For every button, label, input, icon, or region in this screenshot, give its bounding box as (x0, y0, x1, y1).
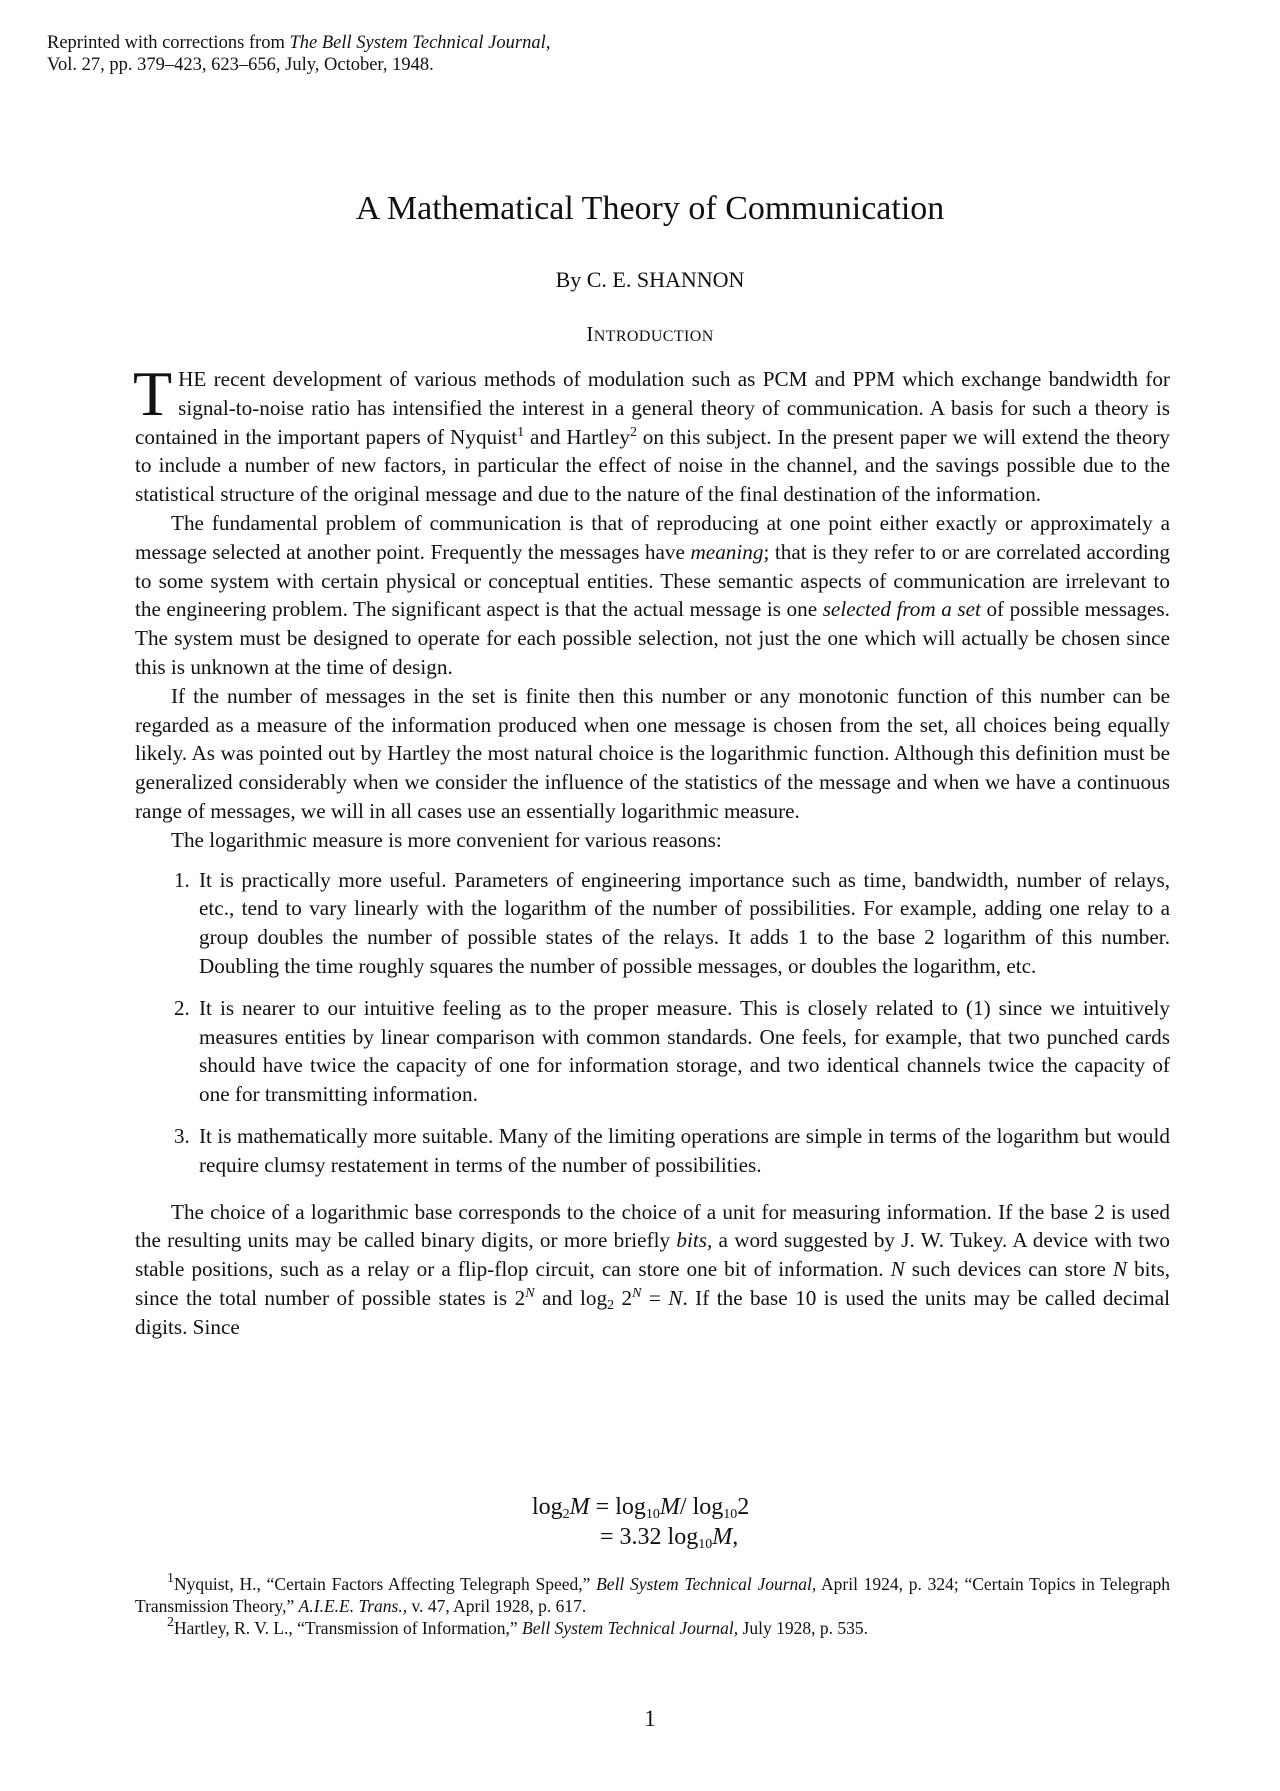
section-heading: INTRODUCTION (586, 322, 714, 346)
reasons-list (135, 866, 1170, 1180)
paper-title: A Mathematical Theory of Communication (355, 190, 945, 227)
journal-name: The Bell System Technical Journal, (289, 33, 551, 53)
footnotes (135, 1573, 1170, 1639)
paragraph-3: If the number of messages in the set is finite then this number or any monotonic function of this number can be regarded as a measure of the information produced when one message is chosen from the set, all choices being equally likely. As was pointed out by Hartley the most natural choice is the logarithmic function. Although this definition must be generalized considerably when we consider the influence of the statistics of the message and when we have a continuous range of messages, we will in all cases use an essentially logarithmic measure. (135, 683, 1170, 823)
reprint-note: Reprinted with corrections from The Bell System Technical Journal, Vol. 27, pp. 379–423, 623–656, July, October, 1948. (47, 33, 551, 75)
author-line: By C. E. SHANNON (555, 267, 745, 292)
footnote-2: $^2$Hartley, R. V. L., “Transmission of Information,” Bell System Technical Journal, July 1928, p. 535. (167, 1615, 868, 1638)
footnote-ref-2: 2 (629, 424, 637, 440)
equation-line-2: = 3.32 $\log_{10}M$, (600, 1524, 739, 1552)
paragraph-2: The fundamental problem of communication is that of reproducing at one point either exactly or approximately a message selected at another point. Frequently the messages have meaning; that is they refer to or are correlated according to some system with certain physical or conceptual entities. These semantic aspects of communication are irrelevant to the engineering problem. The significant aspect is that the actual message is one selected from a set of possible messages. The system must be designed to operate for each possible selection, not just the one which will actually be chosen since this is unknown at the time of design. (135, 510, 1170, 679)
paragraph-4: The logarithmic measure is more convenient for various reasons: (171, 827, 722, 852)
drop-cap: T (133, 358, 173, 429)
footnote-ref-1: 1 (517, 424, 525, 440)
equation-line-1: $\log_2M = \log_{10}M/$ $\log_{10}2$ (532, 1494, 750, 1522)
list-item: 3. It is mathematically more suitable. Many of the limiting operations are simple in terms of the logarithm but would require clumsy restatement in terms of the number of possibilities. (195, 1122, 1170, 1180)
paragraph-5: The choice of a logarithmic base corresponds to the choice of a unit for measuring information. If the base 2 is used the resulting units may be called binary digits, or more briefly bits, a word suggested by J. W. Tukey. A device with two stable positions, such as a relay or a flip-flop circuit, can store one bit of information. N such devices can store N bits, since the total number of possible states is $2^N$ and $\log_2 2^N = N$. If the base 10 is used the units may be called decimal digits. Since (135, 1199, 1170, 1339)
paragraph-1: THE recent development of various methods of modulation such as PCM and PPM which exchange bandwidth for signal-to-noise ratio has intensified the interest in a general theory of communication. A basis for such a theory is contained in the important papers of Nyquist$^1$ and Hartley$^2$ on this subject. In the present paper we will extend the theory to include a number of new factors, in particular the effect of noise in the channel, and the savings possible due to the statistical structure of the original message and due to the nature of the final destination of the information. (133, 358, 1170, 507)
body-text (133, 358, 1170, 1342)
page-number: 1 (644, 1706, 656, 1731)
list-item: 2. It is nearer to our intuitive feeling as to the proper measure. This is closely related to (1) since we intuitively measures entities by linear comparison with common standards. One feels, for example, that two punched cards should have twice the capacity of one for information storage, and two identical channels twice the capacity of one for transmitting information. (195, 994, 1170, 1109)
footnote-1: $^1$Nyquist, H., “Certain Factors Affecting Telegraph Speed,” Bell System Technical Journal, April 1924, p. 324; “Certain Topics in Telegraph Transmission Theory,” A.I.E.E. Trans., v. 47, April 1928, p. 617. (135, 1571, 1170, 1616)
list-item: 1. It is practically more useful. Parameters of engineering importance such as time, bandwidth, number of relays, etc., tend to vary linearly with the logarithm of the number of possibilities. For example, adding one relay to a group doubles the number of possible states of the relays. It adds 1 to the base 2 logarithm of this number. Doubling the time roughly squares the number of possible messages, or doubles the logarithm, etc. (195, 866, 1170, 981)
